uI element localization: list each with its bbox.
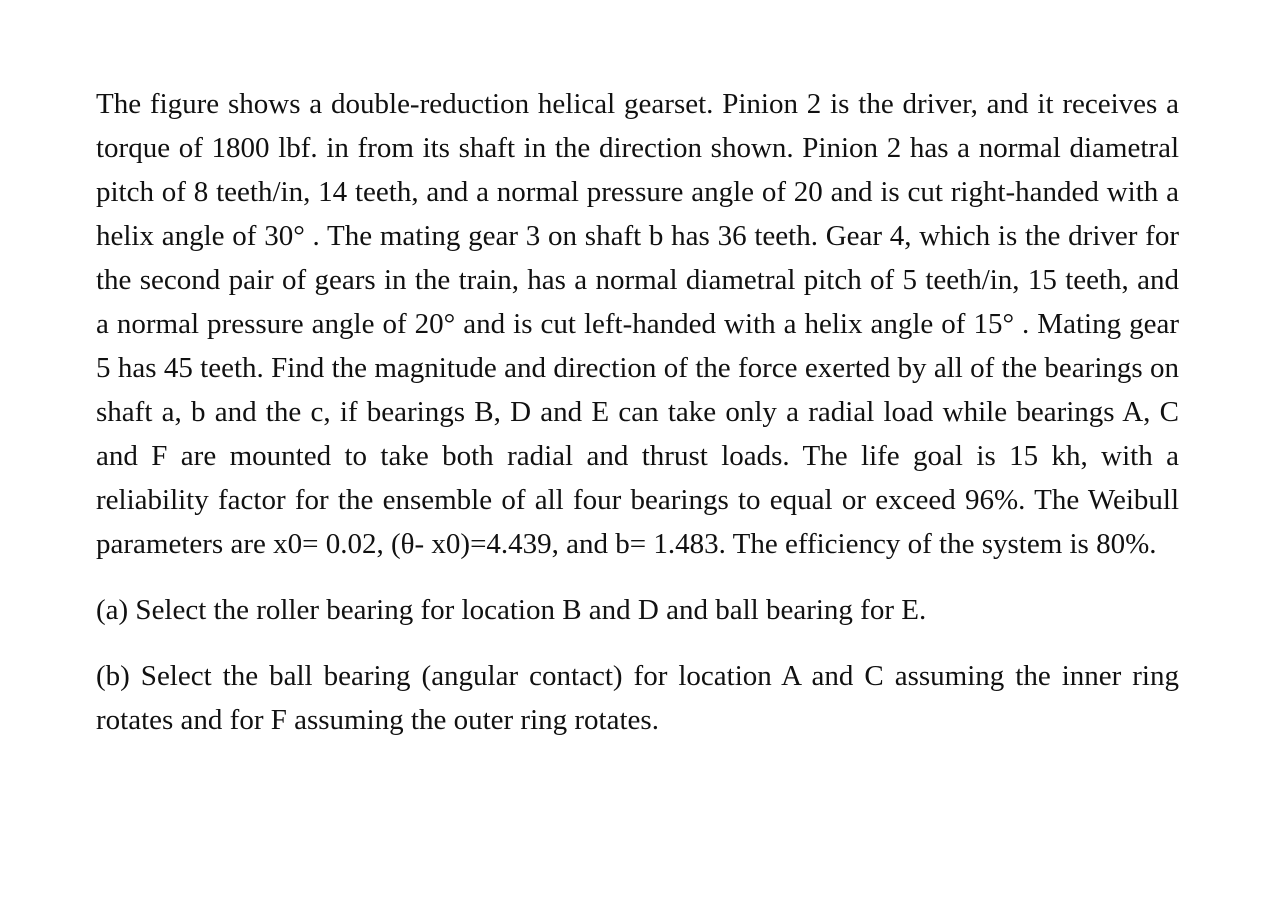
question-part-a: (a) Select the roller bearing for location B and D and ball bearing for E.: [96, 594, 927, 626]
document-page: [96, 82, 1179, 742]
problem-statement: The figure shows a double-reduction helical gearset. Pinion 2 is the driver, and it receives a torque of 1800 lbf. in from its shaft in the direction shown. Pinion 2 has a normal diametral pitch of 8 teeth/in, 14 teeth, and a normal pressure angle of 20 and is cut right-handed with a helix angle of 30° . The mating gear 3 on shaft b has 36 teeth. Gear 4, which is the driver for the second pair of gears in the train, has a normal diametral pitch of 5 teeth/in, 15 teeth, and a normal pressure angle of 20° and is cut left-handed with a helix angle of 15° . Mating gear 5 has 45 teeth. Find the magnitude and direction of the force exerted by all of the bearings on shaft a, b and the c, if bearings B, D and E can take only a radial load while bearings A, C and F are mounted to take both radial and thrust loads. The life goal is 15 kh, with a reliability factor for the ensemble of all four bearings to equal or exceed 96%. The Weibull parameters are x0= 0.02, (θ- x0)=4.439, and b= 1.483. The efficiency of the system is 80%.: [96, 88, 1179, 560]
question-part-b: (b) Select the ball bearing (angular contact) for location A and C assuming the inner ring rotates and for F assuming the outer ring rotates.: [96, 660, 1179, 736]
